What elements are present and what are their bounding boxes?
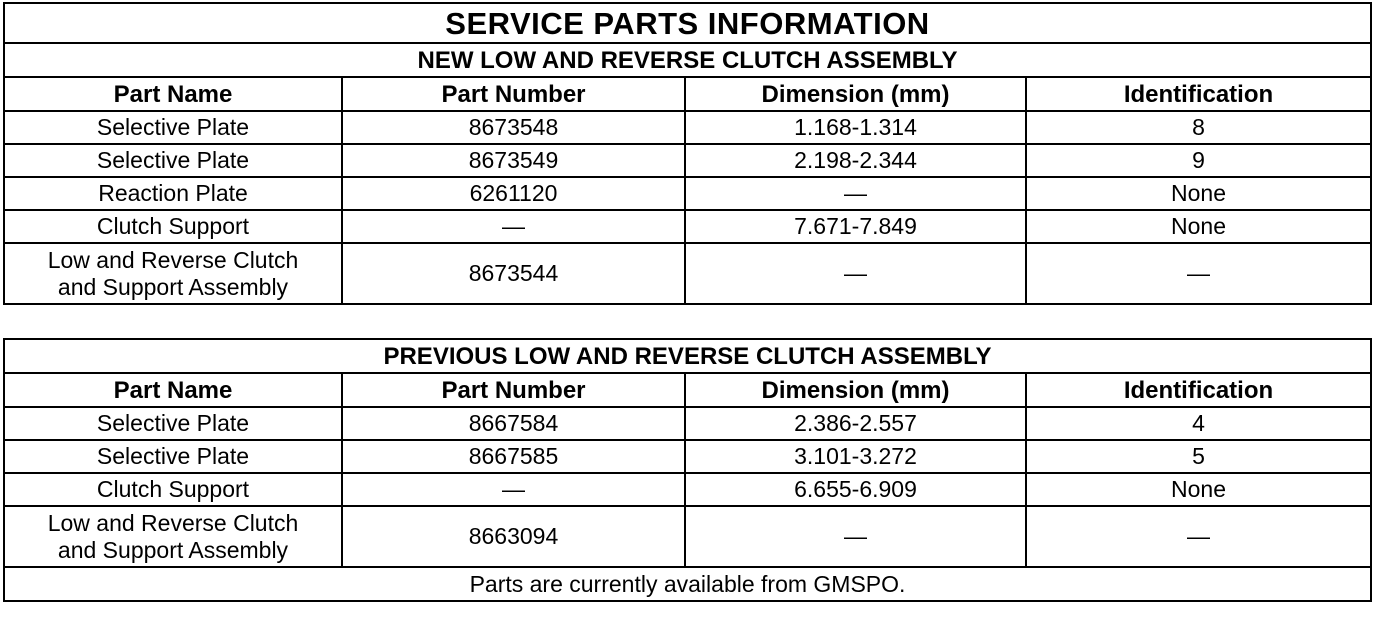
- previous-parts-table: [3, 338, 1372, 602]
- table-row: [4, 506, 1371, 567]
- table-cell: None: [1026, 210, 1371, 243]
- column-header: Part Name: [4, 77, 342, 111]
- table-cell: 6261120: [342, 177, 685, 210]
- table-cell: 8673548: [342, 111, 685, 144]
- table-row: [4, 210, 1371, 243]
- table-row: [4, 243, 1371, 304]
- table-cell: —: [685, 177, 1026, 210]
- column-header: Part Number: [342, 373, 685, 407]
- table-cell: 2.386-2.557: [685, 407, 1026, 440]
- table-cell: Clutch Support: [4, 210, 342, 243]
- column-header: Dimension (mm): [685, 77, 1026, 111]
- table-cell: 8673544: [342, 243, 685, 304]
- column-header: Dimension (mm): [685, 373, 1026, 407]
- table-cell: Low and Reverse Clutch and Support Assembly: [4, 243, 342, 304]
- table-cell: —: [685, 243, 1026, 304]
- table-cell: Selective Plate: [4, 440, 342, 473]
- table-cell: Selective Plate: [4, 111, 342, 144]
- table-cell: 8673549: [342, 144, 685, 177]
- availability-note: Parts are currently available from GMSPO.: [4, 567, 1371, 601]
- column-header: Part Name: [4, 373, 342, 407]
- table-cell: 8663094: [342, 506, 685, 567]
- column-header: Part Number: [342, 77, 685, 111]
- table-cell: 8: [1026, 111, 1371, 144]
- table-cell: Selective Plate: [4, 407, 342, 440]
- table-cell: 6.655-6.909: [685, 473, 1026, 506]
- table-row: [4, 440, 1371, 473]
- table-cell: 9: [1026, 144, 1371, 177]
- table-row: [4, 473, 1371, 506]
- table-cell: 1.168-1.314: [685, 111, 1026, 144]
- table-row: [4, 144, 1371, 177]
- table-cell: 7.671-7.849: [685, 210, 1026, 243]
- table-cell: 2.198-2.344: [685, 144, 1026, 177]
- table-cell: Reaction Plate: [4, 177, 342, 210]
- table-title: SERVICE PARTS INFORMATION: [4, 3, 1371, 43]
- new-parts-table: [3, 2, 1372, 305]
- table-cell: Clutch Support: [4, 473, 342, 506]
- table-cell: 8667584: [342, 407, 685, 440]
- table-row: [4, 407, 1371, 440]
- table-cell: 3.101-3.272: [685, 440, 1026, 473]
- table-cell: —: [342, 473, 685, 506]
- column-header: Identification: [1026, 77, 1371, 111]
- table-cell: 5: [1026, 440, 1371, 473]
- table-cell: Selective Plate: [4, 144, 342, 177]
- table-cell: —: [342, 210, 685, 243]
- header-row: [4, 373, 1371, 407]
- table-row: [4, 111, 1371, 144]
- table-cell: —: [1026, 506, 1371, 567]
- header-row: [4, 77, 1371, 111]
- table-cell: —: [685, 506, 1026, 567]
- section-subtitle: PREVIOUS LOW AND REVERSE CLUTCH ASSEMBLY: [4, 339, 1371, 373]
- table-cell: None: [1026, 177, 1371, 210]
- table-cell: 8667585: [342, 440, 685, 473]
- table-row: [4, 177, 1371, 210]
- section-subtitle: NEW LOW AND REVERSE CLUTCH ASSEMBLY: [4, 43, 1371, 77]
- table-cell: —: [1026, 243, 1371, 304]
- column-header: Identification: [1026, 373, 1371, 407]
- table-cell: None: [1026, 473, 1371, 506]
- table-cell: Low and Reverse Clutch and Support Assembly: [4, 506, 342, 567]
- table-cell: 4: [1026, 407, 1371, 440]
